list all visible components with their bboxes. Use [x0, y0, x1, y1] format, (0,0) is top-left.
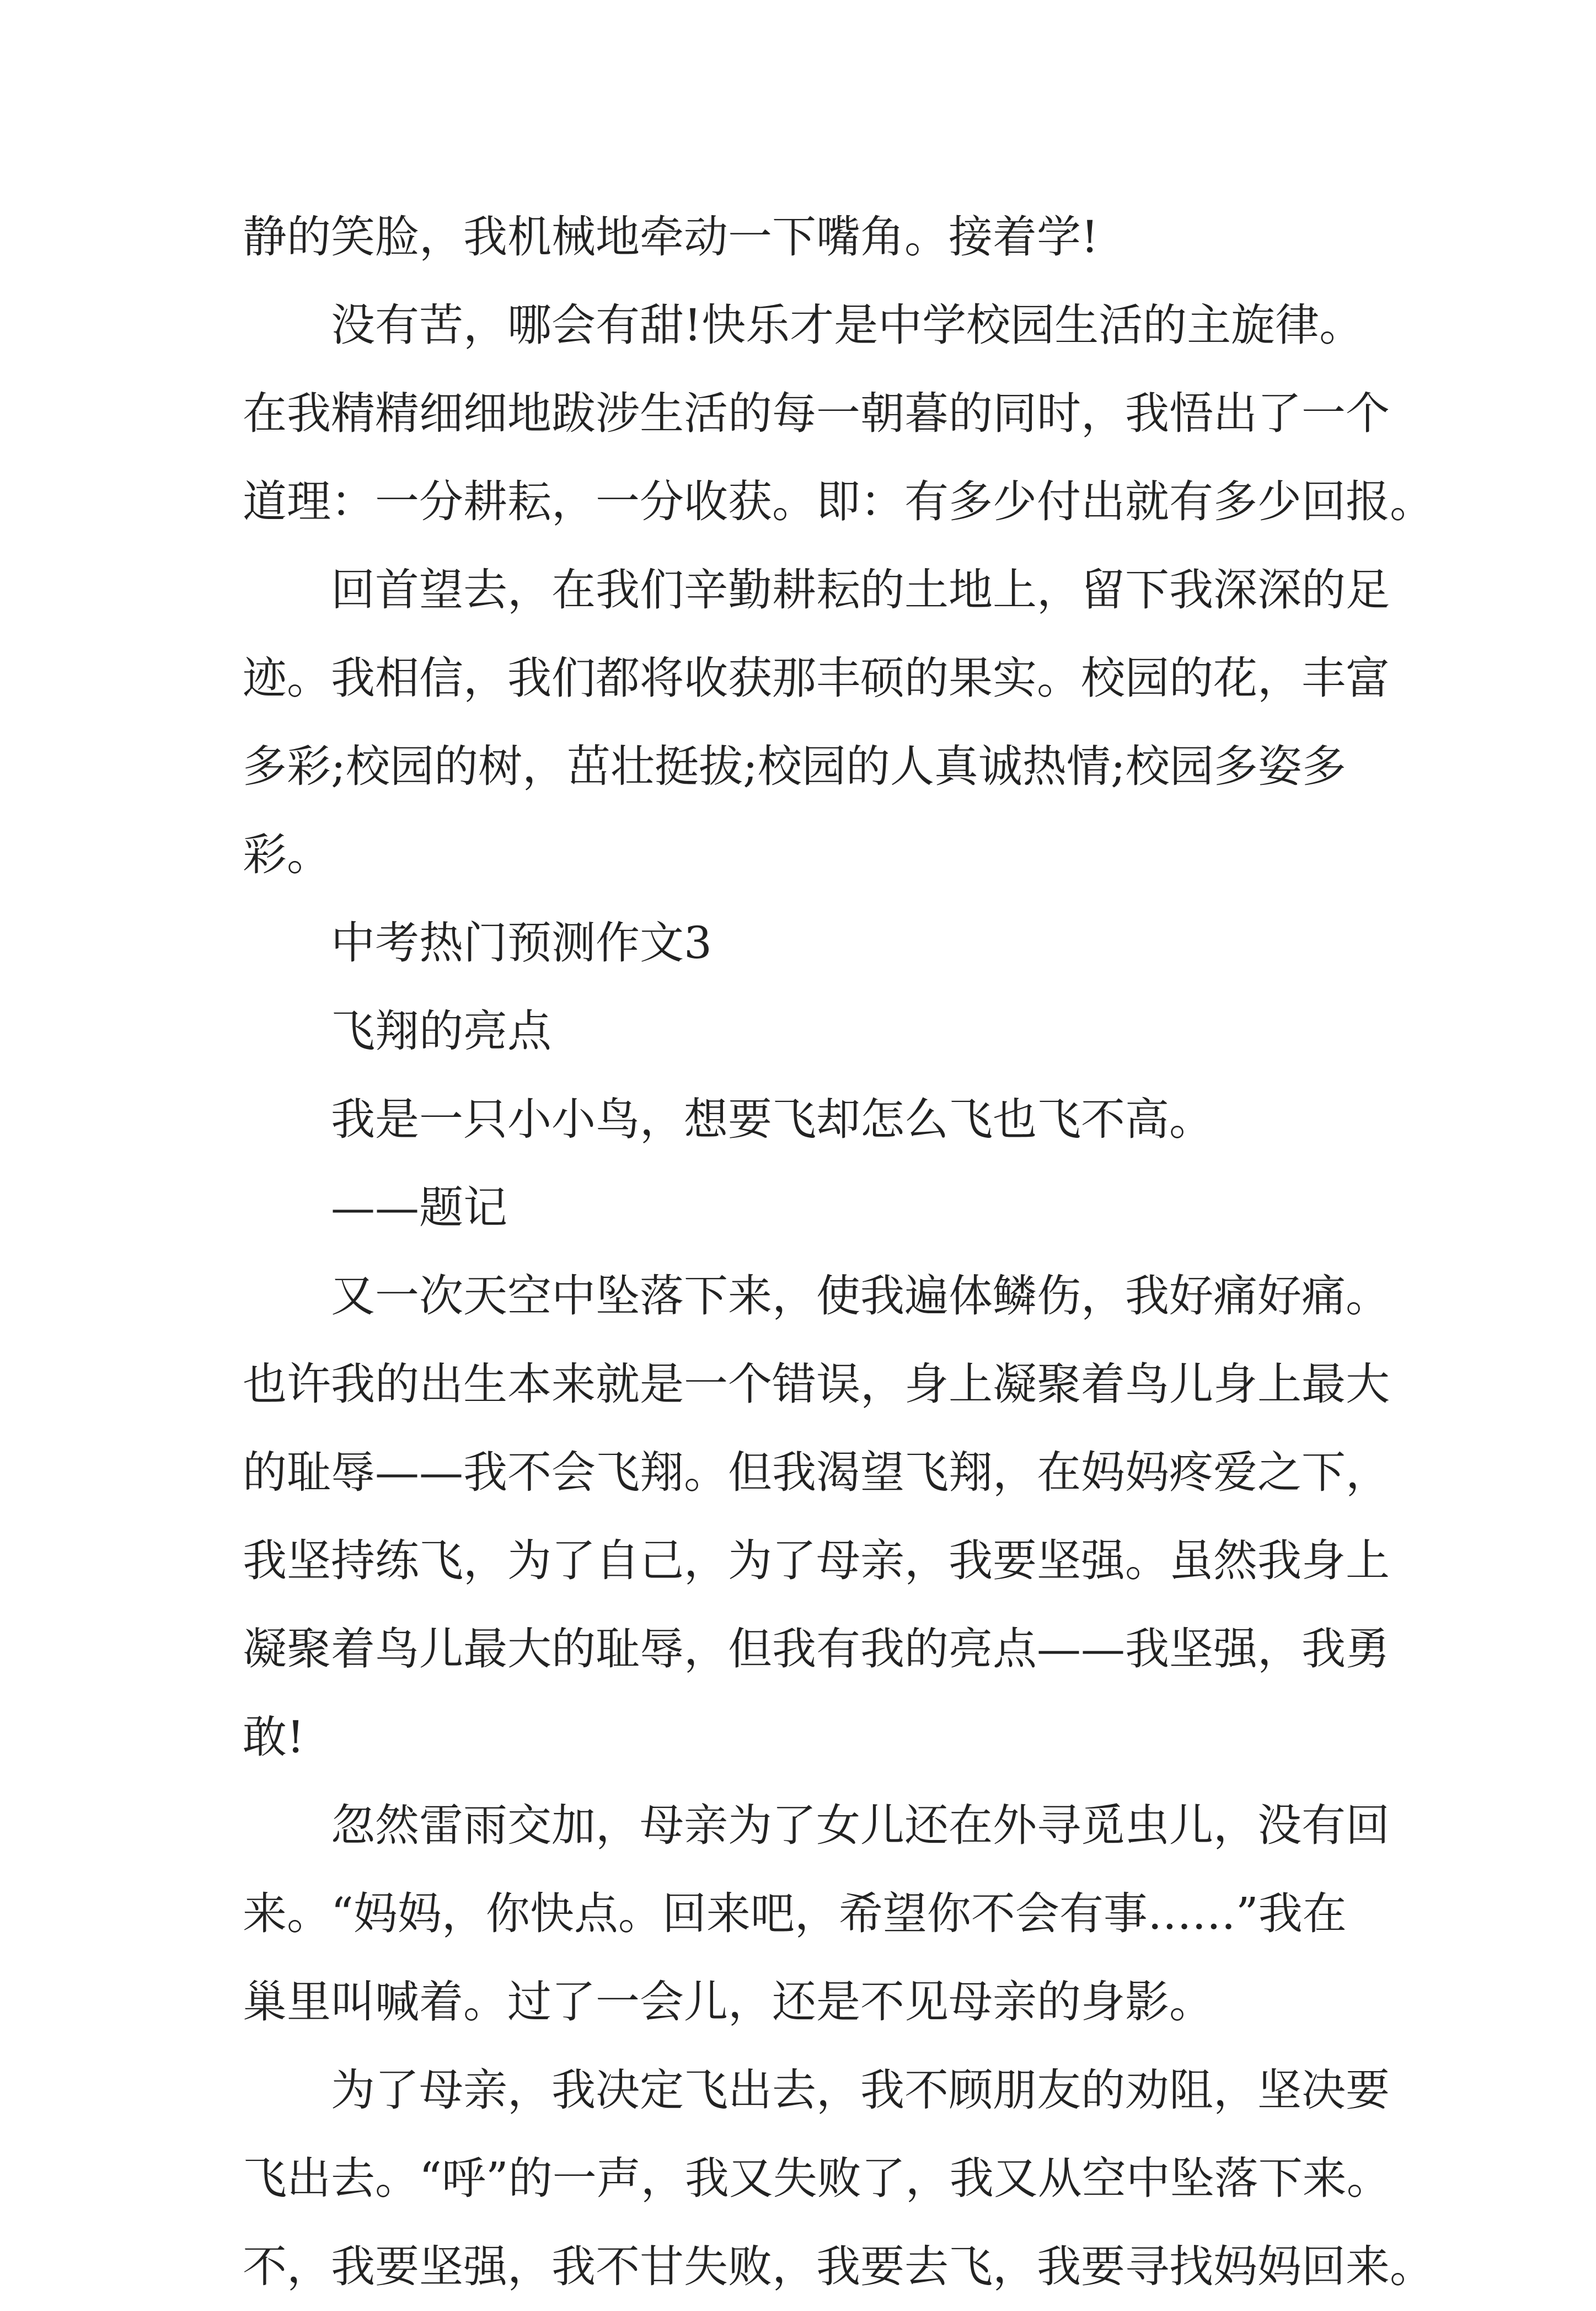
epigraph-attribution: ——题记 [331, 1182, 507, 1233]
text-line: 的耻辱——我不会飞翔。但我渴望飞翔，在妈妈疼爱之下， [243, 1447, 1390, 1498]
text-line: 回首望去，在我们辛勤耕耘的土地上，留下我深深的足 [331, 564, 1390, 616]
epigraph: 我是一只小小鸟，想要飞却怎么飞也飞不高。 [331, 1094, 1213, 1145]
text-line: 飞出去。“呼”的一声，我又失败了，我又从空中坠落下来。 [243, 2153, 1391, 2204]
text-line: 为了母亲，我决定飞出去，我不顾朋友的劝阻，坚决要 [331, 2064, 1390, 2116]
text-line: 我坚持练飞，为了自己，为了母亲，我要坚强。虽然我身上 [243, 1535, 1390, 1586]
text-line: 彩。 [243, 829, 331, 880]
essay-heading: 中考热门预测作文3 [331, 917, 712, 969]
text-line: 不，我要坚强，我不甘失败，我要去飞，我要寻找妈妈回来。 [243, 2241, 1434, 2292]
document-page [243, 193, 1434, 2311]
text-line: 多彩;校园的树，茁壮挺拔;校园的人真诚热情;校园多姿多 [243, 741, 1346, 792]
text-line: 也许我的出生本来就是一个错误，身上凝聚着鸟儿身上最大 [243, 1358, 1390, 1410]
text-line: 来。“妈妈，你快点。回来吧，希望你不会有事……”我在 [243, 1888, 1347, 1939]
text-line: 静的笑脸，我机械地牵动一下嘴角。接着学! [243, 211, 1099, 263]
text-line: 敢! [243, 1711, 305, 1763]
text-line: 凝聚着鸟儿最大的耻辱，但我有我的亮点——我坚强，我勇 [243, 1623, 1390, 1675]
text-line: 忽然雷雨交加，母亲为了女儿还在外寻觅虫儿，没有回 [331, 1800, 1390, 1851]
text-line: 巢里叫喊着。过了一会儿，还是不见母亲的身影。 [243, 1976, 1213, 2028]
essay-title: 飞翔的亮点 [331, 1005, 551, 1057]
text-line: 道理：一分耕耘，一分收获。即：有多少付出就有多少回报。 [243, 476, 1434, 527]
text-line: 在我精精细细地跋涉生活的每一朝暮的同时，我悟出了一个 [243, 388, 1390, 439]
text-line: 又一次天空中坠落下来，使我遍体鳞伤，我好痛好痛。 [331, 1270, 1390, 1322]
text-line: 迹。我相信，我们都将收获那丰硕的果实。校园的花，丰富 [243, 652, 1390, 704]
text-line: 没有苦，哪会有甜!快乐才是中学校园生活的主旋律。 [331, 299, 1364, 351]
